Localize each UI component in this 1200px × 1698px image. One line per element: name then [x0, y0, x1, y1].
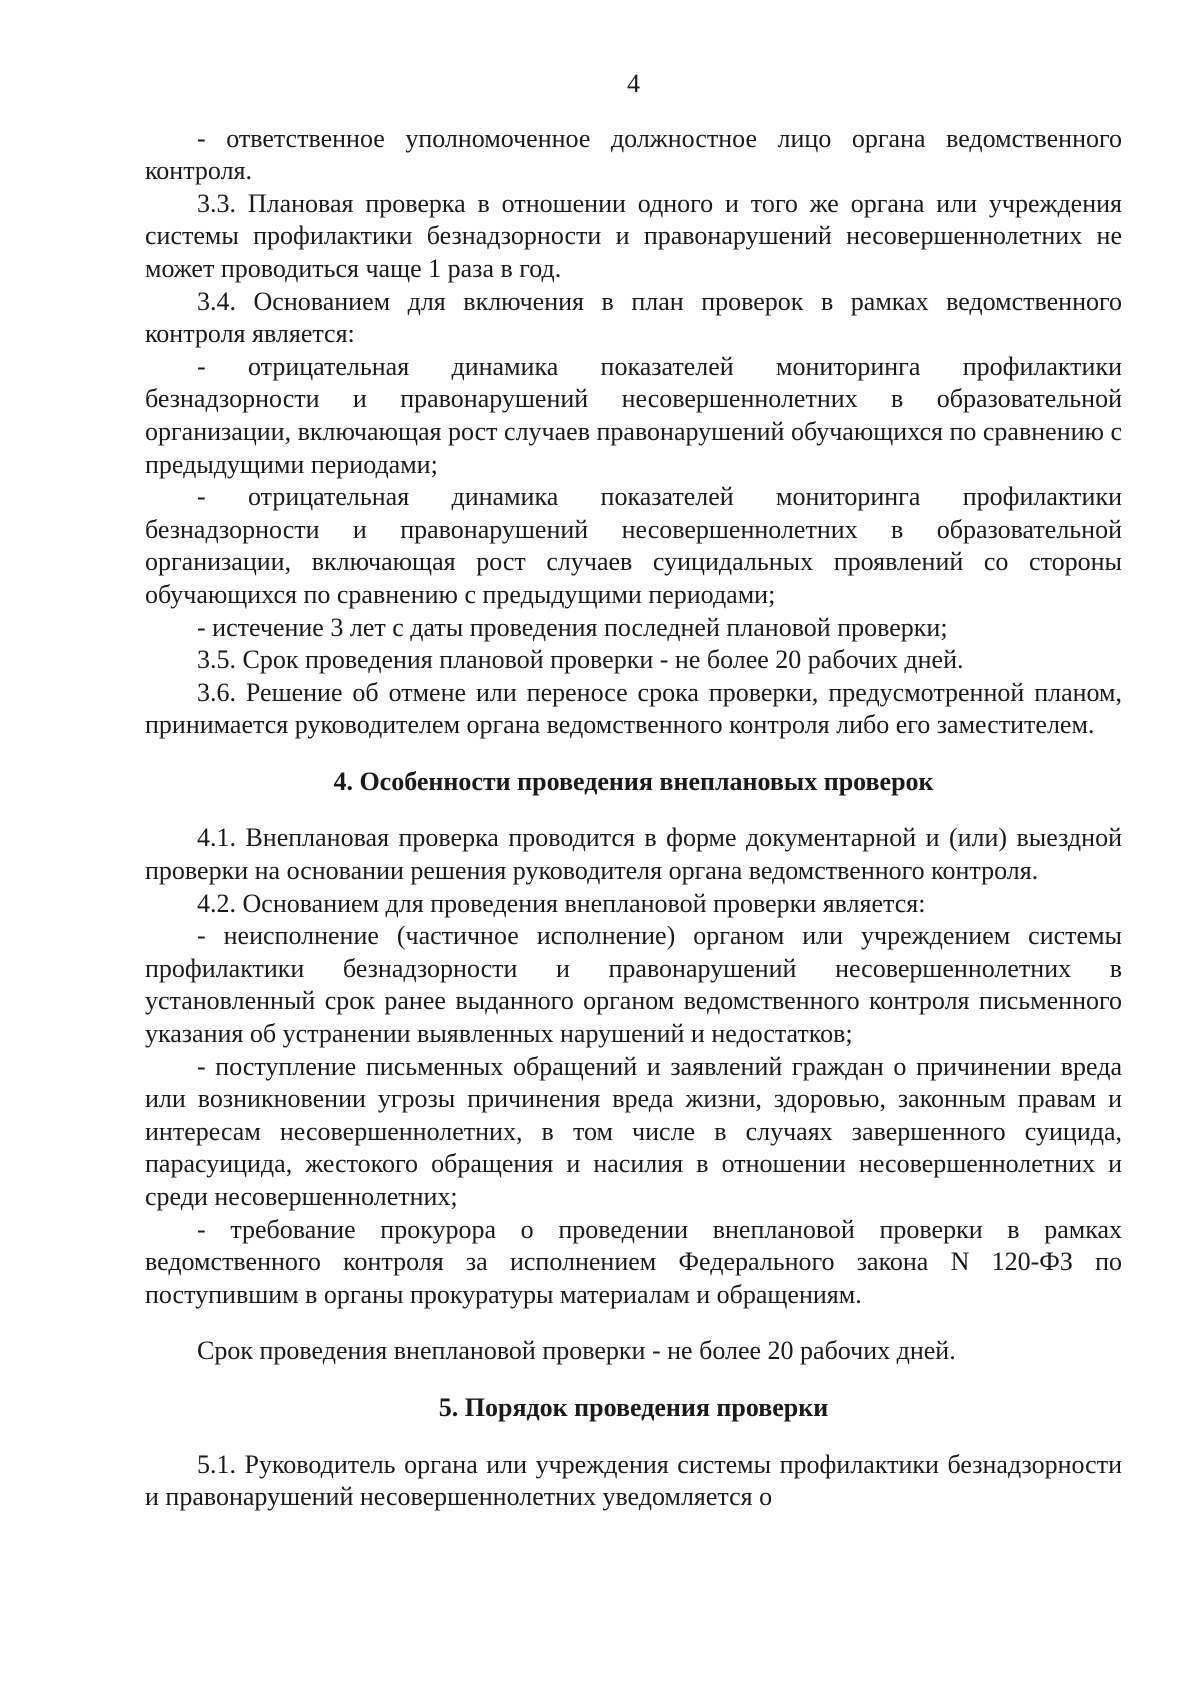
- paragraph-3-4: 3.4. Основанием для включения в план проверок в рамках ведомственного контроля является:: [145, 286, 1122, 349]
- paragraph-3-6: 3.6. Решение об отмене или переносе срока проверки, предусмотренной планом, принимается руководителем органа ведомственного контроля либо его заместителем.: [145, 677, 1122, 740]
- paragraph-unscheduled-term: Срок проведения внеплановой проверки - не более 20 рабочих дней.: [197, 1336, 956, 1366]
- section-heading-4: 4. Особенности проведения внеплановых проверок: [333, 766, 934, 796]
- paragraph-5-1: 5.1. Руководитель органа или учреждения системы профилактики безнадзорности и правонарушений несовершеннолетних уведомляется о: [145, 1449, 1122, 1512]
- paragraph-citizen-appeals: - поступление письменных обращений и заявлений граждан о причинении вреда или возникновении угрозы причинения вреда жизни, здоровью, законным правам и интересам несовершеннолетних, в том числе в случаях завершенного суицида, парасуицида, жестокого обращения и насилия в отношении несовершеннолетних и среди несовершеннолетних;: [145, 1051, 1122, 1211]
- spacer: [145, 1368, 1122, 1392]
- spacer: [145, 1425, 1122, 1449]
- document-page: [145, 68, 1122, 1514]
- paragraph-4-2: 4.2. Основанием для проведения внеплановой проверки является:: [197, 888, 926, 918]
- spacer: [145, 742, 1122, 766]
- paragraph-3-3: 3.3. Плановая проверка в отношении одного и того же органа или учреждения системы профилактики безнадзорности и правонарушений несовершеннолетних не может проводиться чаще 1 раза в год.: [145, 188, 1122, 283]
- paragraph-negative-dynamics-suicidal: - отрицательная динамика показателей мониторинга профилактики безнадзорности и правонарушений несовершеннолетних в образовательной организации, включающая рост случаев суицидальных проявлений со стороны обучающихся по сравнению с предыдущими периодами;: [145, 482, 1122, 609]
- paragraph-4-1: 4.1. Внеплановая проверка проводится в форме документарной и (или) выездной проверки на основании решения руководителя органа ведомственного контроля.: [145, 823, 1122, 886]
- page-number: 4: [627, 69, 640, 98]
- paragraph-negative-dynamics-offenses: - отрицательная динамика показателей мониторинга профилактики безнадзорности и правонарушений несовершеннолетних в образовательной организации, включающая рост случаев правонарушений обучающихся по сравнению с предыдущими периодами;: [145, 351, 1122, 479]
- spacer: [145, 1311, 1122, 1335]
- paragraph-non-execution: - неисполнение (частичное исполнение) органом или учреждением системы профилактики безнадзорности и правонарушений несовершеннолетних в установленный срок ранее выданного органом ведомственного контроля письменного указания об устранении выявленных нарушений и недостатков;: [145, 921, 1122, 1049]
- section-heading-5: 5. Порядок проведения проверки: [438, 1392, 829, 1422]
- spacer: [145, 798, 1122, 822]
- paragraph-3-5: 3.5. Срок проведения плановой проверки - не более 20 рабочих дней.: [197, 645, 964, 675]
- paragraph-three-years: - истечение 3 лет с даты проведения последней плановой проверки;: [197, 612, 948, 642]
- paragraph-prosecutor-demand: - требование прокурора о проведении внеплановой проверки в рамках ведомственного контроля за исполнением Федерального закона N 120-ФЗ по поступившим в органы прокуратуры материалам и обращениям.: [145, 1214, 1122, 1309]
- paragraph-responsible-official: - ответственное уполномоченное должностное лицо органа ведомственного контроля.: [145, 123, 1122, 186]
